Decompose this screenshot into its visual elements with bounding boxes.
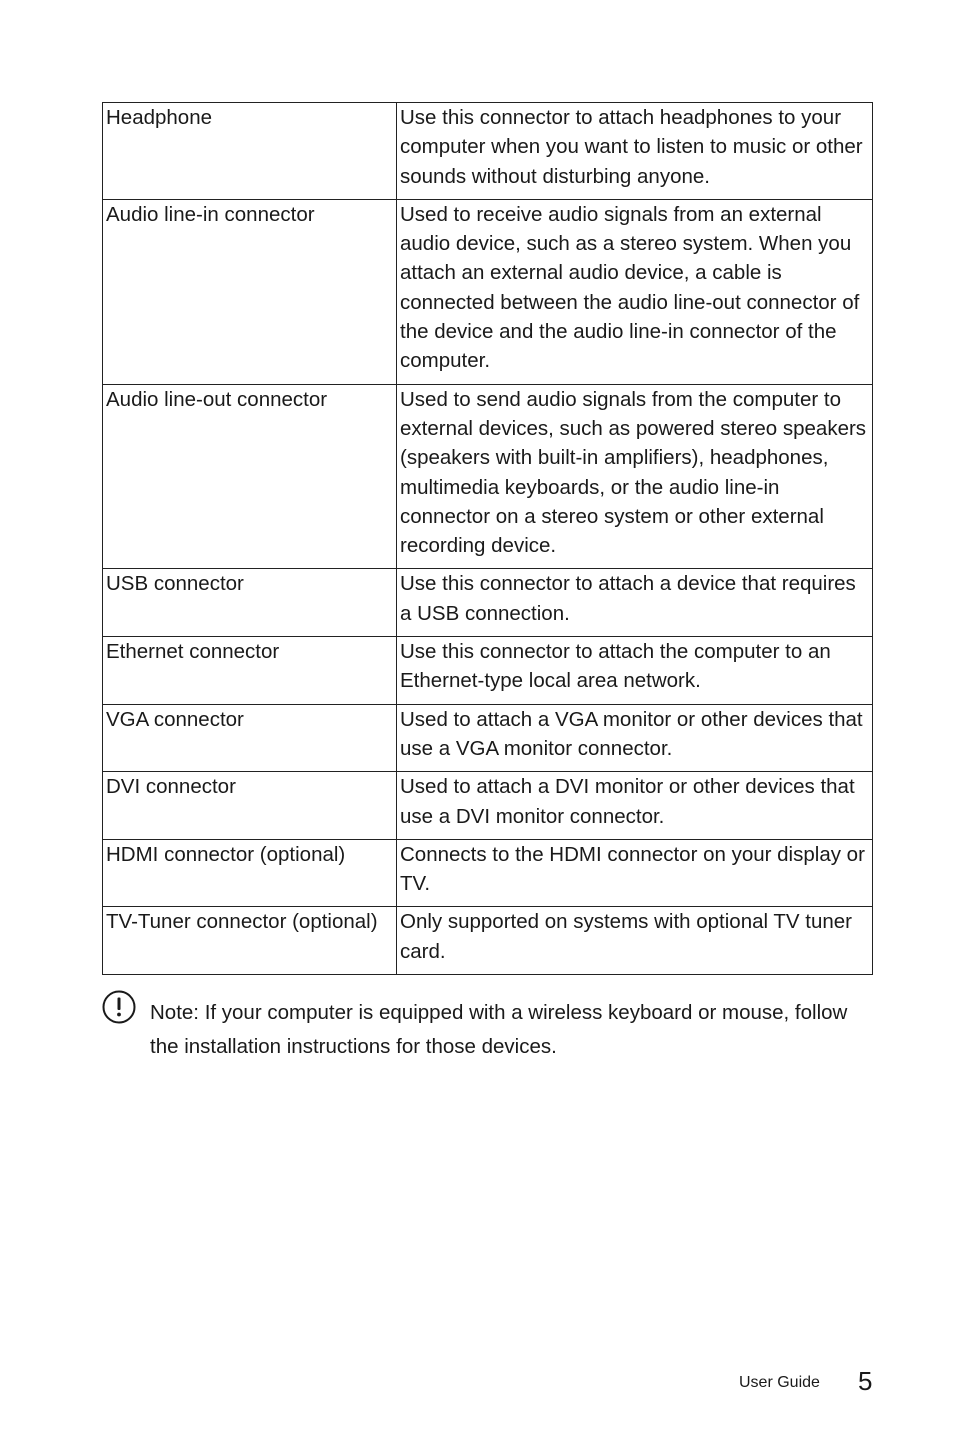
connector-name: VGA connector [103,704,397,772]
note-label: Note: [150,1001,199,1024]
connector-description: Used to attach a VGA monitor or other devices that use a VGA monitor connector. [397,704,873,772]
connector-description: Use this connector to attach headphones to your computer when you want to listen to music or other sounds without disturbing anyone. [397,103,873,200]
page-number: 5 [858,1366,873,1396]
connector-description: Only supported on systems with optional TV tuner card. [397,907,873,975]
table-row [103,569,873,637]
table-row [103,103,873,200]
connector-name: TV-Tuner connector (optional) [103,907,397,975]
connector-table [102,102,873,975]
exclamation-circle-icon [102,990,136,1024]
connector-name: DVI connector [103,772,397,840]
note-text [150,996,870,1064]
table-row [103,907,873,975]
table-row [103,772,873,840]
connector-name: USB connector [103,569,397,637]
connector-name: Headphone [103,103,397,200]
footer-label: User Guide [739,1374,820,1391]
table-row [103,839,873,907]
connector-name: HDMI connector (optional) [103,839,397,907]
connector-name: Audio line-out connector [103,384,397,569]
table-row [103,199,873,384]
connector-description: Connects to the HDMI connector on your display or TV. [397,839,873,907]
table-row [103,384,873,569]
connector-description: Used to send audio signals from the computer to external devices, such as powered stereo speakers (speakers with built-in amplifiers), headphones, multimedia keyboards, or the audio line-in connector on a stereo system or other external recording device. [397,384,873,569]
connector-name: Ethernet connector [103,637,397,705]
connector-description: Use this connector to attach the computer to an Ethernet-type local area network. [397,637,873,705]
table-row [103,704,873,772]
connector-description: Used to receive audio signals from an external audio device, such as a stereo system. When you attach an external audio device, a cable is connected between the audio line-out connector of the device and the audio line-in connector of the computer. [397,199,873,384]
connector-name: Audio line-in connector [103,199,397,384]
note-body: If your computer is equipped with a wireless keyboard or mouse, follow the installation instructions for those devices. [150,1001,848,1058]
table-row [103,637,873,705]
connector-description: Used to attach a DVI monitor or other devices that use a DVI monitor connector. [397,772,873,840]
connector-description: Use this connector to attach a device that requires a USB connection. [397,569,873,637]
